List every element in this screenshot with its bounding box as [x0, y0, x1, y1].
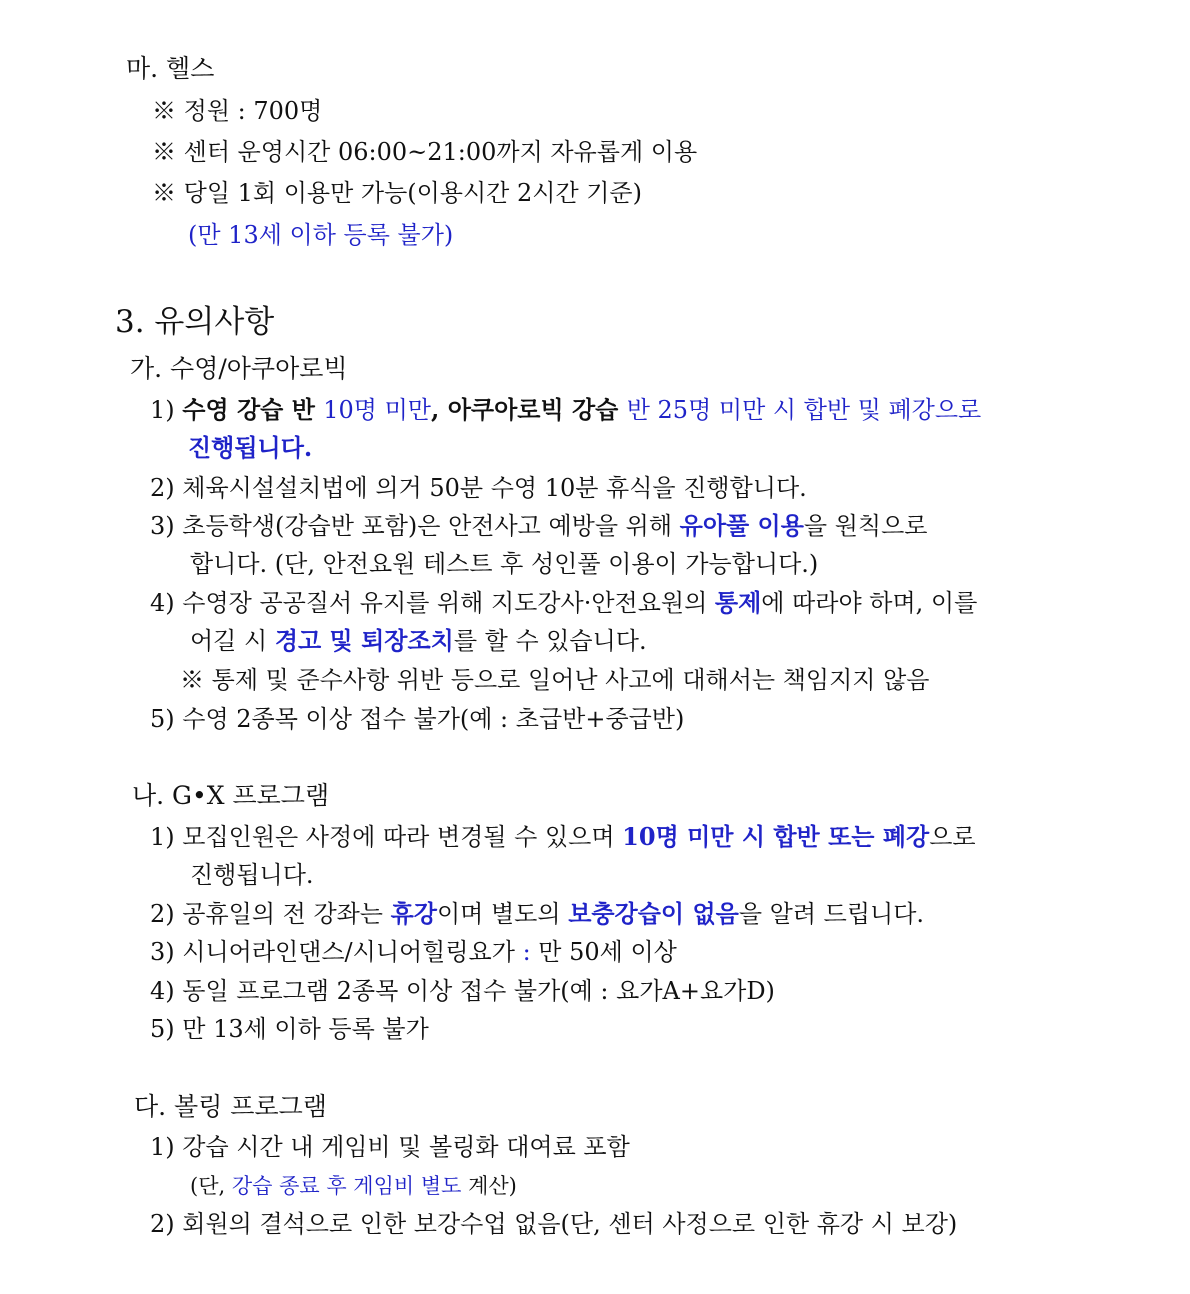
text: , 아쿠아로빅 강습	[431, 395, 627, 424]
text: 계산)	[461, 1174, 517, 1198]
swim-item-4-cont	[190, 626, 647, 656]
text: 을 원칙으로	[803, 512, 928, 540]
highlight-text: 10명 미만	[323, 396, 431, 424]
gx-heading: 나. G•X 프로그램	[132, 781, 330, 810]
item-number: 1)	[150, 396, 183, 424]
gx-item-2	[150, 899, 924, 929]
text: 2) 공휴일의 전 강좌는	[150, 900, 391, 928]
text: 1) 모집인원은 사정에 따라 변경될 수 있으며	[150, 823, 623, 851]
text: (단,	[190, 1174, 232, 1198]
health-age-limit: (만 13세 이하 등록 불가)	[188, 221, 454, 249]
health-heading: 마. 헬스	[126, 54, 215, 83]
text: 3) 초등학생(강습반 포함)은 안전사고 예방을 위해	[150, 512, 680, 540]
gx-item-5: 5) 만 13세 이하 등록 불가	[150, 1015, 429, 1043]
text: 에 따라야 하며, 이를	[761, 589, 978, 617]
highlight-text: 강습 종료 후 게임비 별도	[231, 1174, 462, 1198]
highlight-text: 반 25명 미만 시 합반 및 폐강으로	[626, 396, 982, 424]
text: 4) 수영장 공공질서 유지를 위해 지도강사·안전요원의	[150, 589, 715, 617]
swim-item-3-cont: 합니다. (단, 안전요원 테스트 후 성인풀 이용이 가능합니다.)	[190, 550, 819, 578]
gx-item-1-cont: 진행됩니다.	[190, 861, 314, 889]
swim-item-1-cont: 진행됩니다.	[188, 433, 313, 462]
bowling-heading: 다. 볼링 프로그램	[134, 1092, 327, 1121]
highlight-text: 경고 및 퇴장조치	[274, 626, 454, 655]
text: 만 50세 이상	[530, 938, 677, 966]
swim-item-5: 5) 수영 2종목 이상 접수 불가(예 : 초급반+중급반)	[150, 705, 685, 733]
health-daily-limit: ※ 당일 1회 이용만 가능(이용시간 2시간 기준)	[152, 179, 642, 207]
gx-item-1	[150, 822, 976, 852]
highlight-text: :	[522, 938, 531, 966]
swim-item-4	[150, 588, 977, 618]
health-hours: ※ 센터 운영시간 06:00~21:00까지 자유롭게 이용	[152, 138, 698, 166]
gx-item-3	[150, 937, 677, 967]
swim-item-2: 2) 체육시설설치법에 의거 50분 수영 10분 휴식을 진행합니다.	[150, 474, 807, 502]
bowling-item-1: 1) 강습 시간 내 게임비 및 볼링화 대여료 포함	[150, 1133, 630, 1161]
notes-heading: 3. 유의사항	[115, 304, 275, 340]
bowling-item-2: 2) 회원의 결석으로 인한 보강수업 없음(단, 센터 사정으로 인한 휴강 시 보강)	[150, 1210, 958, 1238]
highlight-text: 10명 미만 시 합반 또는 폐강	[622, 822, 930, 851]
swim-item-4-note: ※ 통제 및 준수사항 위반 등으로 일어난 사고에 대해서는 책임지지 않음	[180, 666, 930, 694]
swim-heading: 가. 수영/아쿠아로빅	[130, 354, 348, 383]
text: 어길 시	[190, 627, 275, 655]
text: 이며 별도의	[437, 900, 569, 928]
highlight-text: 휴강	[390, 899, 437, 928]
highlight-text: 유아풀 이용	[679, 511, 804, 540]
gx-item-4: 4) 동일 프로그램 2종목 이상 접수 불가(예 : 요가A+요가D)	[150, 977, 775, 1005]
text: 수영 강습 반	[182, 395, 324, 424]
health-capacity: ※ 정원 : 700명	[152, 97, 323, 125]
highlight-text: 보충강습이 없음	[568, 899, 739, 928]
text: 3) 시니어라인댄스/시니어힐링요가	[150, 938, 523, 966]
bowling-item-1-note	[190, 1171, 517, 1201]
highlight-text: 통제	[714, 588, 762, 617]
text: 으로	[929, 823, 976, 851]
text: 를 할 수 있습니다.	[453, 627, 647, 655]
swim-item-1	[150, 395, 981, 425]
swim-item-3	[150, 511, 927, 541]
text: 을 알려 드립니다.	[738, 900, 925, 928]
